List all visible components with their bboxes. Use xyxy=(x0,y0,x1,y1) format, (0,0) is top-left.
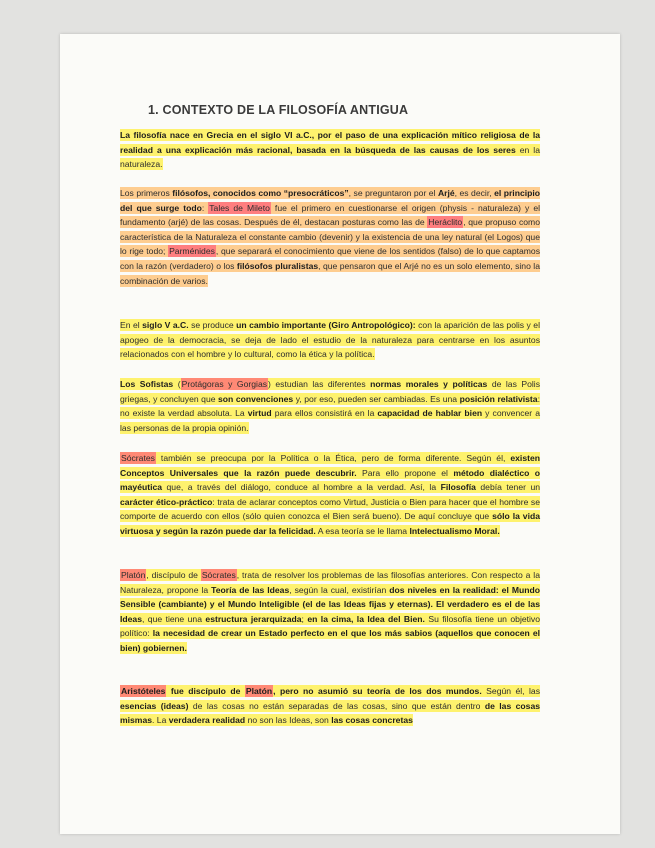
century-term: siglo V a.C. xyxy=(142,320,189,330)
norms-term: normas morales y políticas xyxy=(370,379,488,389)
text-span: : trata de aclarar conceptos como Virtud, Justicia o Bien para hacer que el hombre se comporte de acuerdo con ellos (sólo quien conozca el Bien será bueno). De aquí concluye que xyxy=(120,496,541,522)
ethical-term: carácter ético-práctico xyxy=(120,496,213,507)
text-span: , es decir, xyxy=(454,188,495,198)
text-span: de las cosas no están separadas de las cosas, sino que están dentro xyxy=(188,700,485,711)
text-span: , que tiene una xyxy=(141,613,206,624)
arje-term: Arjé xyxy=(437,188,455,198)
paragraph-aristotle xyxy=(120,684,540,728)
speaking-term: capacidad de hablar bien xyxy=(377,408,483,419)
name-socrates-2: Sócrates xyxy=(201,570,236,580)
text-span: debía tener un xyxy=(475,482,541,493)
text-span: : xyxy=(201,202,209,213)
text-span: no son las Ideas, son xyxy=(245,715,332,726)
theory-of-ideas-term: Teoría de las Ideas xyxy=(211,584,290,595)
moral-intellectualism-term: Intelectualismo Moral. xyxy=(409,525,500,536)
text-span: para ellos consistirá en la xyxy=(271,408,378,419)
origins-statement: La filosofía nace en Grecia en el siglo VI a.C., por el paso de una explicación mítico religiosa de la realidad a una explicación más racional, basada en la búsqueda de las xyxy=(120,130,540,155)
text-span: Según él, las xyxy=(481,686,540,696)
text-span: , que pensaron que el Arjé no es un solo elemento, sino la combinación de varios. xyxy=(120,260,540,286)
hierarchy-term: estructura jerarquizada xyxy=(205,613,302,624)
conventions-term: son convenciones xyxy=(218,393,294,404)
principle-term: el principio del que surge todo xyxy=(120,188,540,213)
paragraph-plato xyxy=(120,568,540,656)
text-span: Para ello propone el xyxy=(356,467,454,478)
text-span: también se preocupa por la Política o la Ética, pero de forma diferente. Según él, xyxy=(155,453,511,463)
text-span: ) estudian las diferentes xyxy=(268,379,371,389)
name-heraclito: Heráclito xyxy=(428,217,463,228)
true-reality-term: verdadera realidad xyxy=(168,715,246,726)
name-aristoteles: Aristóteles xyxy=(121,686,166,696)
turn-term: un cambio importante (Giro Antropológico): xyxy=(236,320,416,330)
name-parmenides: Parménides xyxy=(169,246,215,257)
name-platon-2: Platón xyxy=(245,686,273,696)
virtuous-life-term: sólo la vida virtuosa y según la razón puede dar la felicidad. xyxy=(120,511,540,536)
things-themselves-term: de las cosas mismas xyxy=(120,700,540,726)
text-span: A esa teoría se le llama xyxy=(315,525,410,536)
text-span: con la aparición de las polis y el apogeo de la democracia, se deja de lado el estudio de la naturaleza para centrarse en los asuntos relacionados con el hombre y lo cultural, como la ética y la política. xyxy=(120,320,540,360)
text-span: En el xyxy=(120,320,143,330)
text-span: y convencer a las personas de la propia opinión. xyxy=(120,408,541,433)
origins-causes: causas de los seres xyxy=(429,144,516,155)
text-span: de las Polis griegas, y concluyen que xyxy=(120,379,540,404)
two-worlds-rejection: , pero no asumió su teoría de los dos mundos. xyxy=(273,686,482,696)
text-span: fue el primero en cuestionarse el origen (physis - naturaleza) y el fundamento (arjé) de las cosas. Después de él, destacan posturas como las de xyxy=(120,202,541,228)
text-span: y, por eso, pueden ser cambiadas. Es una xyxy=(293,393,460,404)
paragraph-origins xyxy=(120,128,540,172)
essences-term: esencias (ideas) xyxy=(120,700,189,711)
text-span: : no existe la verdad absoluta. La xyxy=(120,393,540,419)
text-span: que, a través del diálogo, conduce al hombre a la verdad. Así, la xyxy=(162,482,441,493)
text-span: , discípulo de xyxy=(146,570,201,580)
text-span: , según la cual, existirían xyxy=(289,584,390,595)
name-tales: Tales de Mileto xyxy=(209,202,270,213)
text-span: Los primeros xyxy=(120,188,173,198)
perfect-state-term: la necesidad de crear un Estado perfecto en el que los más sabios (aquellos que conocen el bien) gobiernen. xyxy=(120,628,540,653)
text-span: se produce xyxy=(188,320,237,330)
text-span: ; xyxy=(301,613,308,624)
idea-of-good-term: en la cima, la Idea del Bien. xyxy=(307,613,425,624)
name-protagoras-gorgias: Protágoras y Gorgias xyxy=(181,379,268,389)
paragraph-socrates xyxy=(120,451,540,539)
sophists-term: Los Sofistas xyxy=(120,379,174,389)
section-title: 1. CONTEXTO DE LA FILOSOFÍA ANTIGUA xyxy=(148,103,409,117)
text-span: , trata de resolver los problemas de las filosofías anteriores. Con respecto a la Naturaleza, propone la xyxy=(120,570,540,595)
origins-tail: en la naturaleza. xyxy=(120,144,540,170)
text-span: ( xyxy=(173,379,181,389)
paragraph-anthropological-turn xyxy=(120,318,540,362)
relativism-term: posición relativista xyxy=(459,393,538,404)
presocratics-term: filósofos, conocidos como “presocráticos” xyxy=(172,188,349,198)
text-span: Su filosofía tiene un objetivo político: xyxy=(120,613,541,639)
virtue-term: virtud xyxy=(247,408,272,419)
text-span: , que propuso como característica de la Naturaleza el constante cambio (devenir) y la existencia de una ley natural (el Logos) que lo rige todo; xyxy=(120,217,540,257)
two-worlds-term: dos niveles en la realidad: el Mundo Sensible (cambiante) y el Mundo Inteligible (el de las Ideas fijas y eternas). El verdadero es el de las Ideas xyxy=(120,584,540,624)
maieutics-term: método dialéctico o mayéutica xyxy=(120,467,541,493)
text-span: fue discípulo de xyxy=(166,686,245,696)
paragraph-sophists xyxy=(120,377,540,435)
text-span: . La xyxy=(152,715,169,726)
pluralists-term: filósofos pluralistas xyxy=(236,260,319,271)
name-socrates: Sócrates xyxy=(121,453,155,463)
universal-concepts-term: existen Conceptos Universales que la razón puede descubrir. xyxy=(120,453,540,478)
text-span: , que separará el conocimiento que viene de los sentidos (falso) de lo que captamos con la razón (verdadero) o los xyxy=(120,246,540,271)
name-platon: Platón xyxy=(121,570,146,580)
text-span: , se preguntaron por el xyxy=(348,188,438,198)
concrete-things-term: las cosas concretas xyxy=(331,715,413,726)
philosophy-term: Filosofía xyxy=(440,482,476,493)
paragraph-presocratics xyxy=(120,186,540,288)
